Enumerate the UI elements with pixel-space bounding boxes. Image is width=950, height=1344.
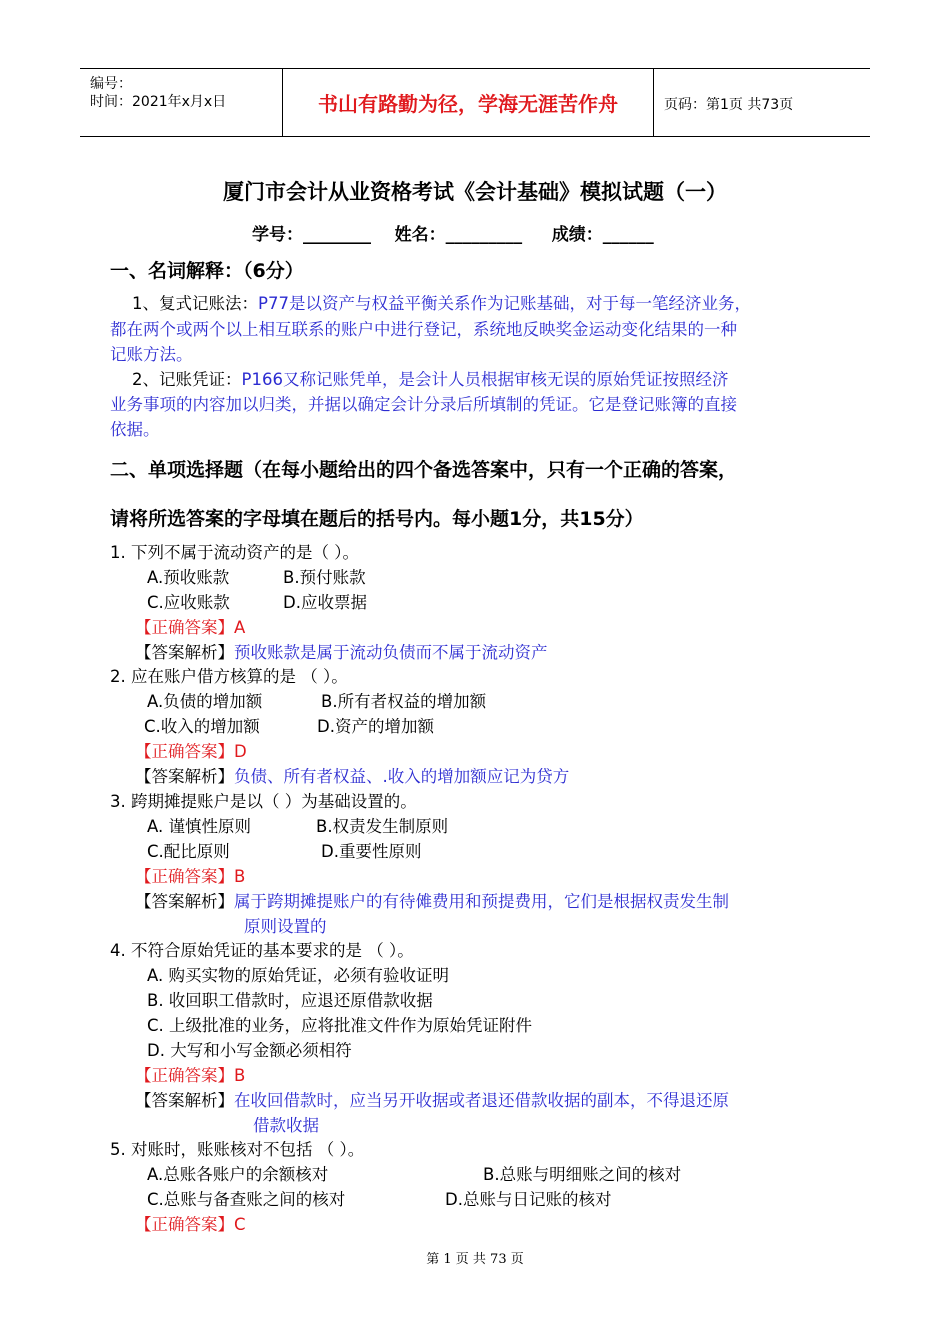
term2-text-term: 2、记账凭证： [132, 370, 242, 389]
term2-text-definition: P166又称记账凭单，是会计人员根据审核无误的原始凭证按照经济 [241, 370, 729, 389]
q3-answer [135, 866, 245, 888]
q4-answer-value: B [234, 1066, 246, 1085]
q3-option-b: B.权责发生制原则 [316, 817, 449, 836]
q3-explanation [135, 891, 729, 913]
header-table [80, 68, 870, 137]
q3-explain-text-cont: 原则设置的 [244, 917, 327, 936]
q4-explain-text: 在收回借款时，应当另开收据或者退还借款收据的副本，不得退还原 [234, 1091, 729, 1110]
header-meta-cell [80, 69, 283, 136]
term2-text [132, 370, 728, 389]
question-1: 1. 下列不属于流动资产的是（ ）。 [110, 543, 359, 562]
q1-option-c: C.应收账款 [147, 593, 230, 612]
q2-explain-label: 【答案解析】 [135, 767, 234, 786]
time-label: 时间：2021年x月x日 [90, 94, 227, 110]
q4-answer-label: 【正确答案】 [135, 1066, 234, 1085]
q2-option-a: A.负债的增加额 [147, 692, 263, 711]
q1-explain-text: 预收账款是属于流动负债而不属于流动资产 [234, 643, 548, 662]
q4-explain-text-cont: 借款收据 [253, 1116, 319, 1135]
q4-explanation [135, 1090, 729, 1112]
q2-option-d: D.资产的增加额 [317, 717, 434, 736]
q5-answer [135, 1214, 246, 1236]
q5-answer-label: 【正确答案】 [135, 1215, 234, 1234]
q1-answer-label: 【正确答案】 [135, 618, 234, 637]
motto: 书山有路勤为径，学海无涯苦作舟 [283, 69, 654, 136]
term1-line3: 记账方法。 [110, 345, 193, 364]
question-4: 4. 不符合原始凭证的基本要求的是 （ ）。 [110, 941, 414, 960]
q1-explanation [135, 642, 548, 664]
q1-explain-label: 【答案解析】 [135, 643, 234, 662]
question-5: 5. 对账时，账账核对不包括 （ ）。 [110, 1140, 365, 1159]
q2-option-c: C.收入的增加额 [144, 717, 260, 736]
q3-option-d: D.重要性原则 [321, 842, 422, 861]
term2-line3: 依据。 [110, 420, 160, 439]
page-footer: 第 1 页 共 73 页 [426, 1252, 524, 1267]
q4-answer [135, 1065, 245, 1087]
term2-line2: 业务事项的内容加以归类，并据以确定会计分录后所填制的凭证。它是登记账簿的直接 [110, 395, 737, 414]
term1-line2: 都在两个或两个以上相互联系的账户中进行登记，系统地反映奖金运动变化结果的一种 [110, 320, 737, 339]
q2-answer-label: 【正确答案】 [135, 742, 234, 761]
section2-heading-line2: 请将所选答案的字母填在题后的括号内。每小题1分，共15分） [110, 508, 644, 530]
q3-answer-label: 【正确答案】 [135, 867, 234, 886]
q5-option-d: D.总账与日记账的核对 [445, 1190, 612, 1209]
q4-option-c: C. 上级批准的业务，应将批准文件作为原始凭证附件 [147, 1016, 533, 1035]
section1-heading: 一、名词解释：（6分） [110, 260, 304, 282]
question-2: 2. 应在账户借方核算的是 （ ）。 [110, 667, 348, 686]
q5-option-c: C.总账与备查账之间的核对 [147, 1190, 346, 1209]
q1-option-b: B.预付账款 [283, 568, 366, 587]
q3-answer-value: B [234, 867, 246, 886]
q5-option-b: B.总账与明细账之间的核对 [483, 1165, 682, 1184]
question-3: 3. 跨期摊提账户是以（ ）为基础设置的。 [110, 792, 417, 811]
q1-answer-value: A [234, 618, 246, 637]
section2-heading-line1: 二、单项选择题（在每小题给出的四个备选答案中，只有一个正确的答案， [110, 459, 738, 481]
q5-option-a: A.总账各账户的余额核对 [147, 1165, 329, 1184]
q3-option-c: C.配比原则 [147, 842, 230, 861]
number-label: 编号： [90, 76, 132, 92]
q3-explain-label: 【答案解析】 [135, 892, 234, 911]
q3-option-a: A. 谨慎性原则 [147, 817, 251, 836]
q4-explain-label: 【答案解析】 [135, 1091, 234, 1110]
q1-option-d: D.应收票据 [283, 593, 367, 612]
q1-answer [135, 617, 245, 639]
q3-explain-text: 属于跨期摊提账户的有待傩费用和预提费用，它们是根据权责发生制 [234, 892, 729, 911]
page-title: 厦门市会计从业资格考试《会计基础》模拟试题（一） [223, 180, 727, 204]
term1-line1 [132, 293, 751, 315]
term1-text-term: 1、复式记账法： [132, 294, 258, 313]
q4-option-d: D. 大写和小写金额必须相符 [147, 1041, 352, 1060]
q1-option-a: A.预收账款 [147, 568, 230, 587]
page-info: 页码：第1页 共73页 [664, 97, 794, 113]
q2-answer [135, 741, 247, 763]
q4-option-b: B. 收回职工借款时，应退还原借款收据 [147, 991, 433, 1010]
term2-line1 [132, 369, 728, 391]
q4-option-a: A. 购买实物的原始凭证，必须有验收证明 [147, 966, 449, 985]
q2-answer-value: D [234, 742, 247, 761]
term1-text-definition: P77是以资产与权益平衡关系作为记账基础，对于每一笔经济业务， [258, 294, 751, 313]
q2-option-b: B.所有者权益的增加额 [321, 692, 487, 711]
student-info-line: 学号：________ 姓名：_________ 成绩：______ [252, 225, 654, 245]
term1-text [132, 294, 751, 313]
q2-explain-text: 负债、所有者权益、.收入的增加额应记为贷方 [234, 767, 570, 786]
q5-answer-value: C [234, 1215, 246, 1234]
q2-explanation [135, 766, 569, 788]
